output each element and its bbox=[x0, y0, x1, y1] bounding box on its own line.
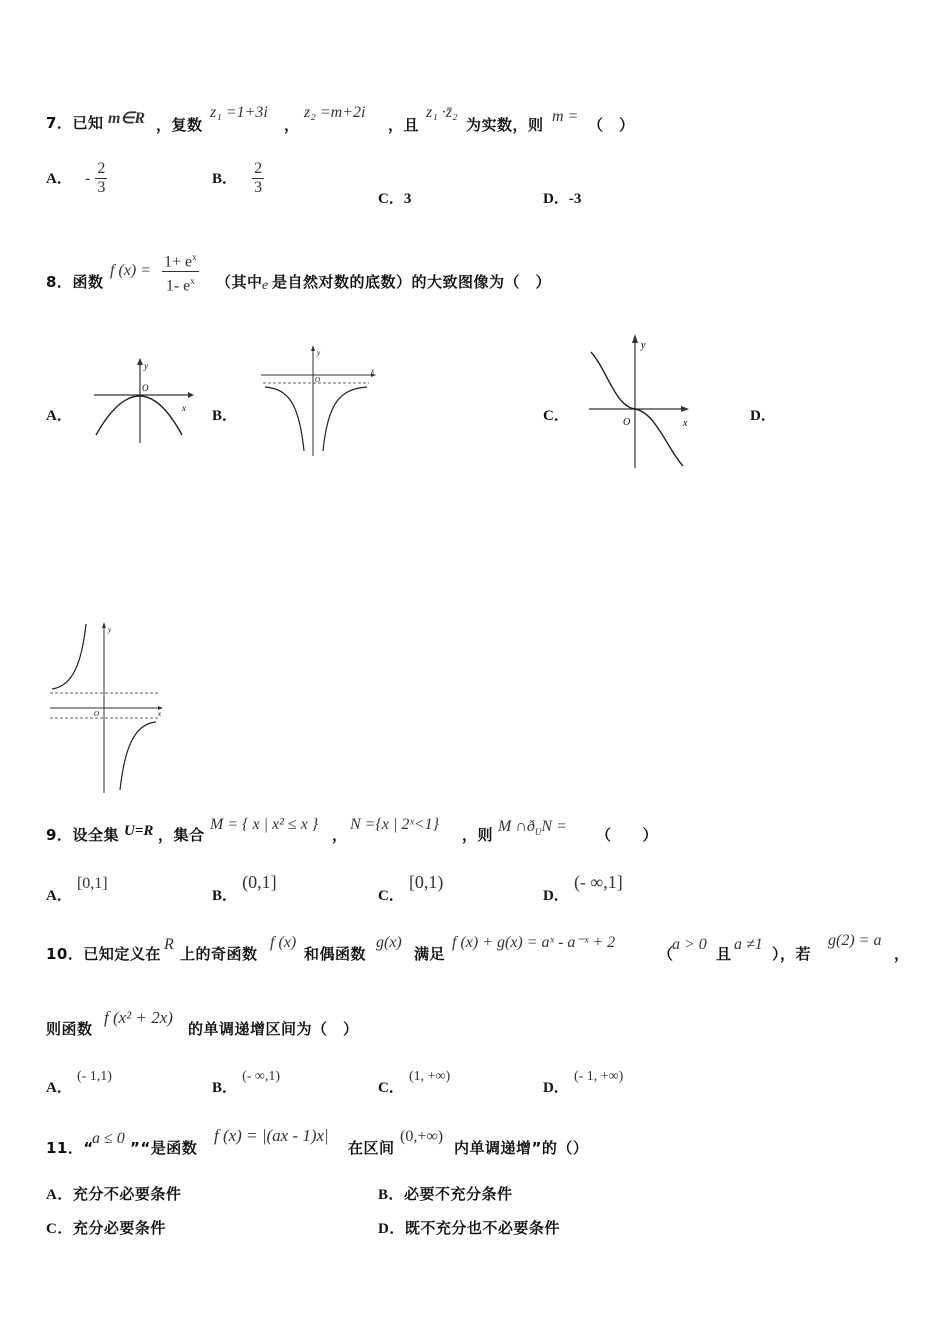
q11-text-2: 在区间 bbox=[348, 1139, 395, 1157]
q7-option-b-den: 3 bbox=[254, 179, 263, 196]
q11-intro bbox=[46, 1137, 94, 1158]
q8-graph-d bbox=[46, 620, 171, 795]
q7-text-5: 为实数，则 bbox=[466, 116, 544, 134]
q10-intro bbox=[46, 943, 161, 964]
q7-line bbox=[46, 112, 103, 133]
q8-graph-b-origin: O bbox=[315, 376, 321, 384]
q10-text-5: （ bbox=[658, 945, 674, 963]
q11-number: 11． bbox=[46, 1139, 84, 1157]
q7-option-a-num: 2 bbox=[97, 160, 106, 177]
q7-text-1: 已知 bbox=[72, 114, 104, 132]
q10-text-7: ），若 bbox=[772, 945, 812, 963]
q8-graph-a-origin: O bbox=[142, 383, 149, 393]
q11-option-c-label: C． bbox=[46, 1221, 73, 1237]
q10-composite: f (x² + 2x) bbox=[104, 1008, 173, 1027]
q7-option-b-fraction bbox=[252, 160, 264, 197]
q10-option-d-label: D． bbox=[543, 1080, 569, 1096]
q8-graph-c-origin: O bbox=[623, 417, 631, 428]
q7-option-d[interactable] bbox=[543, 187, 581, 208]
q9-expr-part1: M ∩ð bbox=[498, 818, 535, 835]
q8-text-3: 是自然对数的底数）的大致图像为（ ） bbox=[272, 273, 552, 291]
q7-option-d-value: -3 bbox=[568, 191, 582, 207]
q8-frac-num-sup: x bbox=[192, 252, 197, 262]
q9-option-b-value: (0,1] bbox=[242, 872, 277, 892]
q8-label-d[interactable]: D． bbox=[750, 408, 776, 424]
q8-graph-b bbox=[257, 343, 382, 458]
q8-label-c[interactable]: C． bbox=[543, 408, 569, 424]
q9-option-d-label: D． bbox=[543, 888, 569, 904]
q8-graph-c-x-label: x bbox=[683, 418, 688, 429]
q7-option-b-label: B． bbox=[212, 171, 238, 187]
q11-option-d-label: D． bbox=[378, 1221, 405, 1237]
q7-option-a-fraction bbox=[95, 160, 107, 197]
q11-option-d[interactable] bbox=[378, 1217, 560, 1238]
q8-number: 8． bbox=[46, 273, 73, 291]
q10-option-d[interactable] bbox=[543, 1064, 624, 1096]
q8-graph-a bbox=[90, 355, 200, 445]
q10-r: R bbox=[164, 936, 174, 953]
q10-text-2: 上的奇函数 bbox=[180, 945, 258, 963]
q7-text-4: ，且 bbox=[388, 116, 420, 134]
q10-equation: f (x) + g(x) = aˣ - a⁻ˣ + 2 bbox=[452, 934, 616, 951]
q11-option-c[interactable] bbox=[46, 1217, 166, 1238]
q9-option-b[interactable] bbox=[212, 872, 277, 904]
q9-text-1: 设全集 bbox=[72, 826, 119, 844]
q11-text-3: 内单调递增”的（） bbox=[454, 1139, 589, 1157]
q8-label-a[interactable]: A． bbox=[46, 408, 72, 424]
q7-z1: z₁ =1+3i bbox=[210, 104, 268, 121]
q9-universe: U=R bbox=[124, 823, 154, 839]
q8-frac-den-text: 1- e bbox=[165, 277, 191, 295]
q10-option-b-label: B． bbox=[212, 1080, 238, 1096]
q10-cond-1: a > 0 bbox=[672, 936, 707, 953]
q9-set-m: M = { x | x² ≤ x } bbox=[210, 816, 319, 833]
q7-option-c[interactable] bbox=[378, 187, 411, 208]
q8-number-text bbox=[46, 271, 103, 292]
q11-option-b[interactable] bbox=[378, 1183, 513, 1204]
q7-text-2: ，复数 bbox=[156, 116, 203, 134]
q10-text-3: 和偶函数 bbox=[304, 945, 367, 963]
q8-e: e bbox=[262, 278, 269, 293]
q10-option-c-value: (1, +∞) bbox=[408, 1069, 451, 1084]
q10-text-8: ， bbox=[894, 945, 910, 963]
q11-option-a-value: 充分不必要条件 bbox=[72, 1185, 182, 1203]
q7-text-3: ， bbox=[284, 116, 300, 134]
q8-graph-b-y-label: y bbox=[317, 349, 321, 357]
q11-text-1: ”“是函数 bbox=[130, 1139, 198, 1157]
q9-option-d[interactable] bbox=[543, 872, 623, 904]
q8-graph-c bbox=[585, 330, 700, 470]
q9-option-c-label: C． bbox=[378, 888, 404, 904]
q8-label-b[interactable]: B． bbox=[212, 408, 238, 424]
q7-option-a[interactable] bbox=[46, 160, 107, 197]
q8-frac-num bbox=[162, 248, 199, 272]
q8-graph-d-x-label: x bbox=[158, 710, 162, 718]
q10-option-c-label: C． bbox=[378, 1080, 404, 1096]
q10-option-b[interactable] bbox=[212, 1064, 281, 1096]
q9-number: 9． bbox=[46, 826, 73, 844]
q7-m-in-r: m∈R bbox=[108, 110, 146, 127]
q10-cond-2: a ≠1 bbox=[734, 936, 763, 953]
q7-number: 7． bbox=[46, 114, 73, 132]
q8-frac-den bbox=[164, 272, 197, 295]
q8-graph-a-x-label: x bbox=[182, 403, 186, 413]
q10-option-c[interactable] bbox=[378, 1064, 451, 1096]
q8-graph-b-x-label: x bbox=[371, 367, 375, 375]
q9-intro bbox=[46, 824, 119, 845]
q10-text-1: 已知定义在 bbox=[83, 945, 161, 963]
q9-expr-part2: N = bbox=[541, 818, 567, 835]
q10-option-a-value: (- 1,1) bbox=[76, 1069, 112, 1084]
q11-option-c-value: 充分必要条件 bbox=[72, 1219, 166, 1237]
q7-option-b[interactable] bbox=[212, 160, 264, 197]
q11-interval: (0,+∞) bbox=[400, 1128, 444, 1145]
q10-option-a[interactable] bbox=[46, 1064, 112, 1096]
q10-g2: g(2) = a bbox=[828, 932, 882, 949]
q7-option-b-num: 2 bbox=[254, 160, 263, 177]
q9-option-b-label: B． bbox=[212, 888, 238, 904]
q7-option-d-label: D． bbox=[543, 191, 569, 207]
q8-graph-d-y-label: y bbox=[108, 626, 112, 634]
q7-option-a-label: A． bbox=[46, 171, 72, 187]
q7-option-a-sign: - bbox=[84, 170, 91, 187]
q9-text-4: ，则 bbox=[462, 826, 494, 844]
q7-paren: （ ） bbox=[588, 116, 635, 134]
q8-fraction bbox=[162, 248, 199, 296]
q9-set-n: N ={x | 2ˣ<1} bbox=[350, 816, 440, 833]
q7-z2: z₂ =m+2i bbox=[304, 104, 366, 121]
q9-expr bbox=[498, 818, 567, 837]
q8-graph-a-y-label: y bbox=[144, 361, 148, 371]
q10-line2-text-2: 的单调递增区间为（ ） bbox=[188, 1020, 359, 1038]
q8-frac-num-text: 1+ e bbox=[164, 253, 193, 271]
q11-option-d-value: 既不充分也不必要条件 bbox=[404, 1219, 560, 1237]
q9-option-c[interactable] bbox=[378, 872, 444, 904]
q9-text-3: ， bbox=[332, 826, 348, 844]
q10-text-4: 满足 bbox=[414, 945, 446, 963]
q8-graph-c-y-label: y bbox=[641, 340, 646, 351]
q7-option-a-den: 3 bbox=[97, 179, 106, 196]
q10-line2-text-1: 则函数 bbox=[46, 1020, 93, 1038]
q9-option-a[interactable] bbox=[46, 872, 108, 904]
q10-option-d-value: (- 1, +∞) bbox=[573, 1069, 624, 1084]
q11-option-b-label: B． bbox=[378, 1187, 405, 1203]
q7-option-c-label: C． bbox=[378, 191, 404, 207]
q8-text-1: 函数 bbox=[72, 273, 104, 291]
q11-condition: a ≤ 0 bbox=[92, 1130, 125, 1147]
q11-fx: f (x) = |(ax - 1)x| bbox=[214, 1126, 329, 1145]
q8-graph-d-origin: O bbox=[94, 710, 100, 718]
q10-fx: f (x) bbox=[270, 934, 297, 951]
q9-paren: （ ） bbox=[596, 826, 659, 844]
q10-option-b-value: (- ∞,1) bbox=[242, 1069, 281, 1084]
q9-option-d-value: (- ∞,1] bbox=[573, 872, 623, 892]
q10-option-a-label: A． bbox=[46, 1080, 72, 1096]
q8-fx: f (x) = bbox=[110, 262, 151, 279]
q7-z1z2: z₁ ·z̄₂ bbox=[426, 104, 458, 121]
q10-gx: g(x) bbox=[376, 934, 402, 951]
q10-text-6: 且 bbox=[716, 945, 732, 963]
q7-m-eq: m = bbox=[552, 108, 579, 125]
q11-option-b-value: 必要不充分条件 bbox=[404, 1185, 513, 1203]
q11-option-a[interactable] bbox=[46, 1183, 181, 1204]
q9-option-a-value: [0,1] bbox=[76, 875, 108, 892]
q8-frac-den-sup: x bbox=[190, 276, 195, 287]
q9-expr-sub: U bbox=[534, 827, 542, 838]
q7-option-c-value: 3 bbox=[403, 191, 412, 207]
q11-option-a-label: A． bbox=[46, 1187, 73, 1203]
q10-number: 10． bbox=[46, 945, 84, 963]
q11-quote-open: “ bbox=[83, 1139, 94, 1157]
q9-text-2: ，集合 bbox=[158, 826, 205, 844]
q9-option-a-label: A． bbox=[46, 888, 72, 904]
q9-option-c-value: [0,1) bbox=[408, 872, 444, 892]
q8-text-2: （其中 bbox=[216, 273, 263, 291]
